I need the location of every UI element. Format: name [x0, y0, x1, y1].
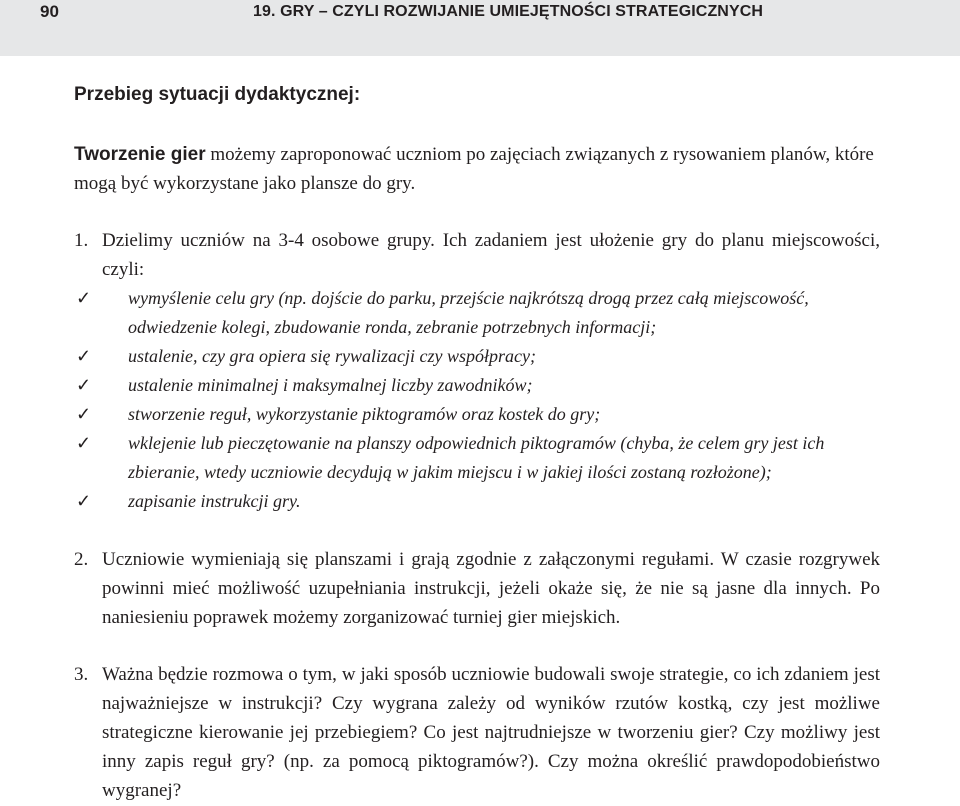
checkmark-icon: ✓ — [76, 346, 92, 366]
checklist-item — [74, 400, 880, 429]
step-number: 2. — [74, 549, 89, 570]
page-number: 90 — [40, 2, 59, 21]
checkmark-icon: ✓ — [76, 404, 92, 424]
step-3-text-row — [74, 660, 880, 805]
checkmark-icon: ✓ — [76, 433, 92, 453]
checkmark-icon: ✓ — [76, 288, 92, 308]
step-3 — [74, 660, 880, 805]
checklist-text: wymyślenie celu gry (np. dojście do parku, przejście najkrótszą drogą przez całą miejscowość, odwiedzenie kolegi, zbudowanie ronda, zebranie potrzebnych informacji; — [128, 288, 809, 337]
step-text: Uczniowie wymieniają się planszami i grają zgodnie z załączonymi regułami. W czasie rozgrywek powinni mieć możliwość uzupełniania instrukcji, jeżeli okaże się, że nie są jasne dla innych. Po naniesieniu poprawek możemy zorganizować turniej gier miejskich. — [102, 549, 880, 628]
step-text: Ważna będzie rozmowa o tym, w jaki sposób uczniowie budowali swoje strategie, co ich zdaniem jest najważniejsze w instrukcji? Czy wygrana zależy od wyników rzutów kostką, czy jest możliwe strategiczne kierowanie jej przebiegiem? Co jest najtrudniejsze w tworzeniu gier? Czy możliwy jest inny zapis reguł gry? (np. za pomocą piktogramów?). Czy można określić prawdopodobieństwo wygranej? — [102, 664, 880, 801]
step-text: Dzielimy uczniów na 3-4 osobowe grupy. Ich zadaniem jest ułożenie gry do planu miejscowości, czyli: — [102, 230, 880, 280]
page-header — [0, 0, 960, 56]
step-1 — [74, 226, 880, 516]
step-number: 3. — [74, 664, 89, 685]
checklist-text: wklejenie lub pieczętowanie na planszy odpowiednich piktogramów (chyba, że celem gry jest ich zbieranie, wtedy uczniowie decydują w jakim miejscu i w jakiej ilości zostaną rozłożone); — [128, 433, 825, 482]
step-2-text-row — [74, 545, 880, 632]
step-number: 1. — [74, 230, 89, 251]
checklist-item — [74, 342, 880, 371]
step-2 — [74, 545, 880, 632]
checkmark-icon: ✓ — [76, 491, 92, 511]
intro-paragraph — [74, 140, 874, 198]
step-1-text-row — [74, 226, 880, 284]
checklist — [74, 284, 880, 516]
section-heading: Przebieg sytuacji dydaktycznej: — [74, 84, 361, 105]
checklist-text: ustalenie, czy gra opiera się rywalizacji czy współpracy; — [128, 346, 536, 366]
checklist-item — [74, 429, 880, 487]
checkmark-icon: ✓ — [76, 375, 92, 395]
checklist-text: stworzenie reguł, wykorzystanie piktogramów oraz kostek do gry; — [128, 404, 601, 424]
checklist-item — [74, 487, 880, 516]
checklist-item — [74, 371, 880, 400]
intro-lead: Tworzenie gier — [74, 144, 206, 165]
checklist-item — [74, 284, 880, 342]
intro-text: możemy zaproponować uczniom po zajęciach związanych z rysowaniem planów, które mogą być wykorzystane jako plansze do gry. — [74, 144, 874, 194]
checklist-text: ustalenie minimalnej i maksymalnej liczby zawodników; — [128, 375, 533, 395]
chapter-title: 19. GRY – CZYLI ROZWIJANIE UMIEJĘTNOŚCI STRATEGICZNYCH — [253, 3, 764, 20]
checklist-text: zapisanie instrukcji gry. — [128, 491, 301, 511]
